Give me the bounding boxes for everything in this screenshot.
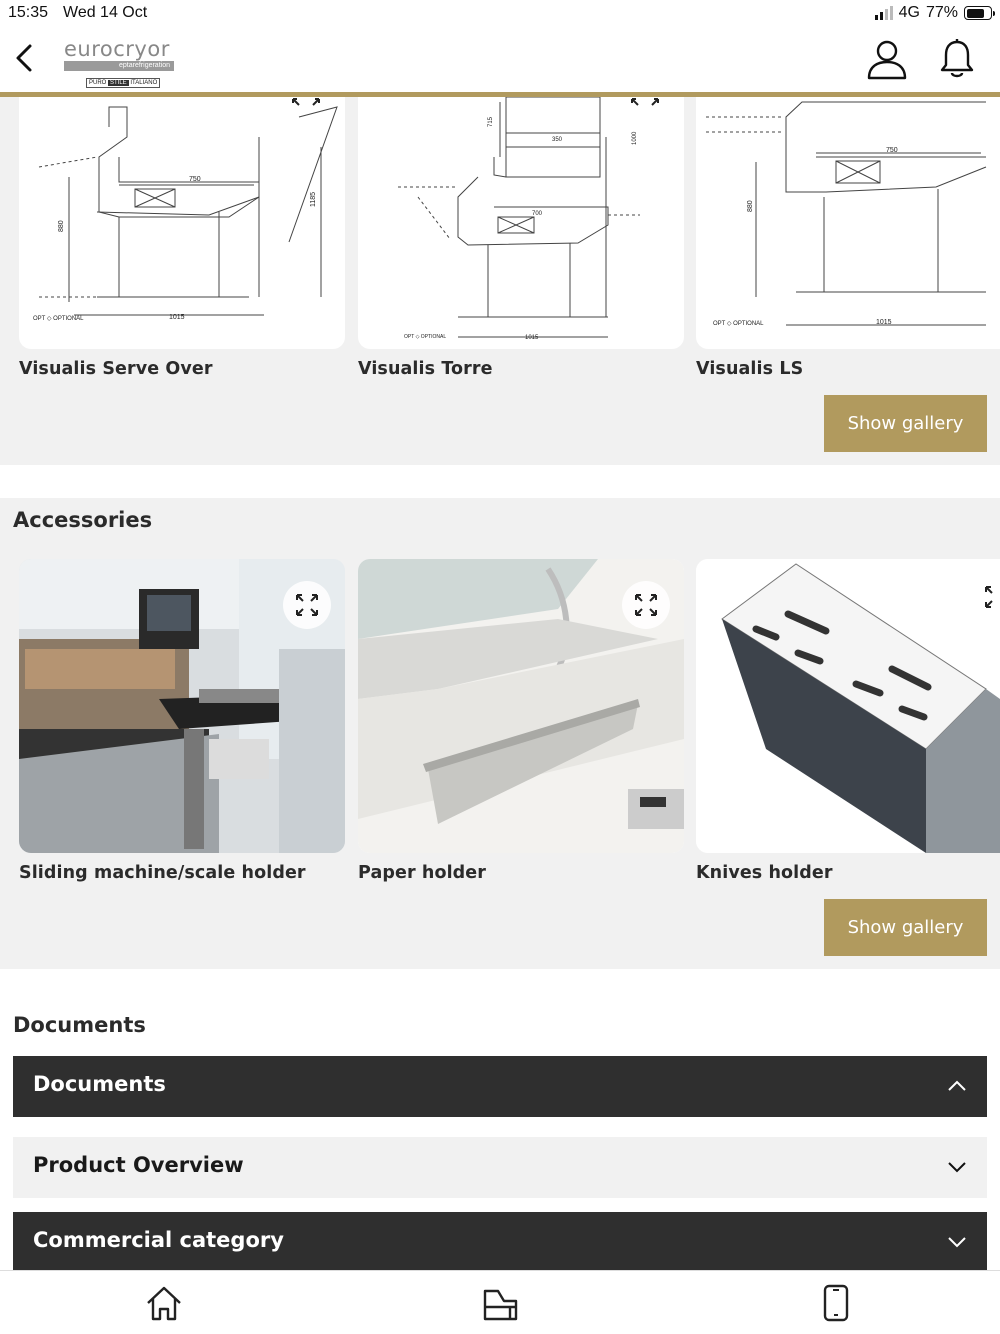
technical-drawing xyxy=(19,97,345,349)
model-drawing xyxy=(696,97,1000,349)
technical-drawing xyxy=(358,97,684,349)
expand-button[interactable] xyxy=(283,581,331,629)
accordion-product-overview[interactable] xyxy=(13,1137,987,1198)
dim-depth: 1015 xyxy=(169,314,185,321)
logo-tag-mid: STILE xyxy=(110,80,127,86)
expand-button[interactable] xyxy=(622,581,670,629)
optional-note: OPT ◇ OPTIONAL xyxy=(33,316,84,322)
expand-icon[interactable] xyxy=(984,585,1000,609)
home-icon xyxy=(144,1283,184,1323)
section-gap xyxy=(0,465,1000,498)
model-drawing xyxy=(358,97,684,349)
dim-shelf: 350 xyxy=(552,137,563,143)
model-label: Visualis LS xyxy=(696,359,804,379)
model-drawing xyxy=(19,97,345,349)
model-label: Visualis Serve Over xyxy=(19,359,213,379)
tab-device[interactable] xyxy=(816,1283,856,1323)
status-date: Wed 14 Oct xyxy=(63,4,148,21)
logo-sub: eptarefrigeration xyxy=(64,61,174,71)
expand-icon[interactable] xyxy=(630,97,660,111)
accessory-card-knives-holder[interactable] xyxy=(696,559,1000,883)
logo-name: eurocryor xyxy=(64,37,170,61)
chevron-left-icon xyxy=(10,40,42,76)
accessory-card-paper-holder[interactable] xyxy=(358,559,684,883)
signal-icon xyxy=(875,6,893,20)
battery-label: 77% xyxy=(925,4,958,21)
status-bar xyxy=(0,0,1000,28)
notifications-button[interactable] xyxy=(938,38,976,80)
status-right xyxy=(875,4,992,22)
model-label: Visualis Torre xyxy=(358,359,493,379)
dim-height: 880 xyxy=(58,220,65,232)
tab-home[interactable] xyxy=(144,1283,184,1323)
dim-total-height: 1185 xyxy=(310,191,317,207)
documents-section xyxy=(0,969,1000,1270)
back-button[interactable] xyxy=(10,40,42,76)
accessory-photo xyxy=(358,559,684,853)
accordion-commercial-category[interactable] xyxy=(13,1212,987,1270)
model-card-ls[interactable] xyxy=(696,97,1000,379)
accordion-label: Product Overview xyxy=(33,1153,244,1177)
accessory-label: Knives holder xyxy=(696,863,833,883)
logo-tag-right: ITALIANO xyxy=(130,80,158,86)
show-gallery-button[interactable]: Show gallery xyxy=(824,395,987,452)
dim-height: 880 xyxy=(747,200,754,212)
profile-button[interactable] xyxy=(866,38,908,80)
optional-note: OPT ◇ OPTIONAL xyxy=(713,321,764,327)
network-label: 4G xyxy=(898,4,920,21)
section-title: Documents xyxy=(13,1013,146,1037)
dim-depth: 1015 xyxy=(876,319,892,326)
logo-tag xyxy=(86,78,160,88)
dim-width: 750 xyxy=(886,147,898,154)
knives-holder-photo xyxy=(696,559,1000,853)
accordion-label: Commercial category xyxy=(33,1228,284,1252)
accessory-label: Sliding machine/scale holder xyxy=(19,863,306,883)
chevron-down-icon xyxy=(947,1157,967,1177)
bell-icon xyxy=(938,38,976,80)
accordion-documents[interactable] xyxy=(13,1056,987,1117)
dim-tower: 715 xyxy=(488,116,494,127)
dim-depth: 1015 xyxy=(525,335,539,341)
expand-icon xyxy=(634,593,658,617)
chevron-down-icon xyxy=(947,1232,967,1252)
dim-width: 750 xyxy=(189,176,201,183)
accessory-photo xyxy=(19,559,345,853)
accessory-card-scale-holder[interactable] xyxy=(19,559,345,883)
app-header xyxy=(0,28,1000,92)
accessories-section xyxy=(0,498,1000,969)
model-card-serve-over[interactable] xyxy=(19,97,345,379)
expand-icon[interactable] xyxy=(291,97,321,111)
models-section xyxy=(0,97,1000,465)
technical-drawing xyxy=(696,97,1000,349)
user-icon xyxy=(866,38,908,80)
battery-icon xyxy=(964,6,992,20)
accessory-photo xyxy=(696,559,1000,853)
tab-catalog[interactable] xyxy=(480,1283,520,1323)
brand-logo xyxy=(64,38,174,89)
model-card-torre[interactable] xyxy=(358,97,684,379)
expand-icon xyxy=(295,593,319,617)
accessory-label: Paper holder xyxy=(358,863,486,883)
catalog-icon xyxy=(480,1283,520,1323)
accordion-label: Documents xyxy=(33,1072,166,1096)
bottom-tab-bar xyxy=(0,1270,1000,1334)
device-icon xyxy=(816,1283,856,1323)
logo-tag-left: PURO xyxy=(89,80,107,86)
chevron-up-icon xyxy=(947,1076,967,1096)
section-title: Accessories xyxy=(13,508,153,532)
show-gallery-button[interactable]: Show gallery xyxy=(824,899,987,956)
dim-width: 700 xyxy=(532,211,543,217)
status-time: 15:35 xyxy=(8,4,49,21)
optional-note: OPT ◇ OPTIONAL xyxy=(404,334,447,340)
dim-height: 1000 xyxy=(632,131,638,145)
